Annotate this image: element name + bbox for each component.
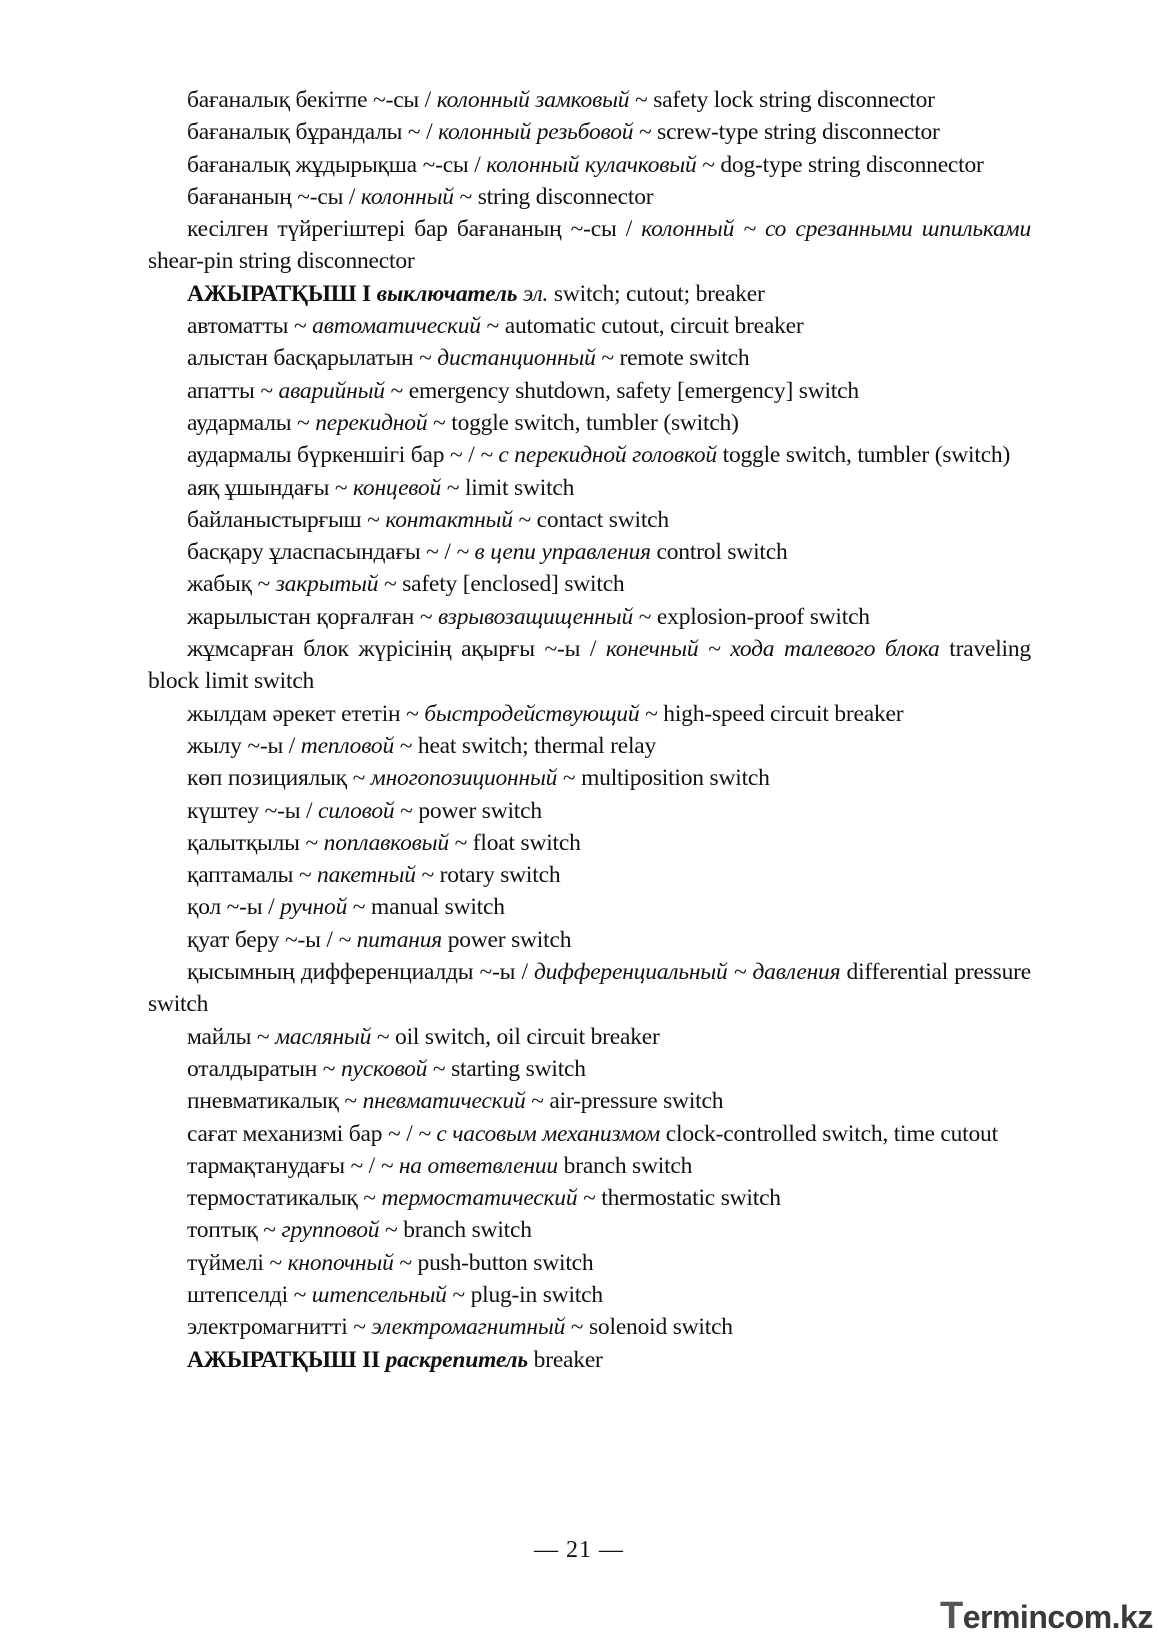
dictionary-entries: [148, 84, 1031, 1376]
russian-term: автоматический: [312, 313, 481, 340]
english-term: ~ string disconnector: [453, 183, 654, 210]
english-term: control switch: [650, 539, 788, 566]
kazakh-term: кесілген түйрегіштері бар бағананың ~-сы /: [187, 216, 642, 243]
kazakh-term: қол ~-ы /: [187, 894, 281, 921]
kazakh-term: байланыстырғыш ~: [187, 506, 386, 533]
kazakh-term: топтық ~: [187, 1217, 282, 1244]
russian-term: конечный ~ хода талевого блока: [605, 636, 940, 663]
russian-term: колонный резьбовой: [438, 119, 634, 146]
dictionary-entry: [148, 116, 1031, 148]
dictionary-entry: [148, 536, 1031, 568]
dictionary-entry: [148, 1214, 1031, 1246]
dictionary-entry: [148, 342, 1031, 374]
dictionary-entry: [148, 1182, 1031, 1214]
russian-term: электромагнитный: [371, 1314, 566, 1341]
kazakh-term: қалытқылы ~: [187, 829, 324, 856]
english-term: ~ heat switch; thermal relay: [394, 732, 657, 759]
kazakh-term: бағаналық жұдырықша ~-сы /: [187, 151, 487, 178]
english-term: ~ safety [enclosed] switch: [378, 571, 625, 598]
english-term: traveling block limit switch: [148, 636, 1031, 695]
english-term: ~ float switch: [448, 829, 581, 856]
kazakh-term: АЖЫРАТҚЫШ I: [187, 280, 377, 307]
dictionary-entry: [148, 1279, 1031, 1311]
kazakh-term: жылдам әрекет ететін ~: [187, 700, 425, 727]
english-term: ~ air-pressure switch: [525, 1088, 724, 1115]
kazakh-term: алыстан басқарылатын ~: [187, 345, 438, 372]
kazakh-term: аудармалы бүркеншігі бар ~ /: [187, 442, 481, 469]
russian-term: быстродействующий: [424, 700, 640, 727]
kazakh-term: жабық ~: [187, 571, 276, 598]
english-term: ~ high-speed circuit breaker: [639, 700, 904, 727]
russian-term: кнопочный: [287, 1249, 394, 1276]
english-term: branch switch: [557, 1152, 693, 1179]
russian-term: колонный: [360, 183, 454, 210]
dictionary-entry: [148, 375, 1031, 407]
russian-term: раскрепитель: [385, 1346, 528, 1373]
russian-term: силовой: [318, 797, 395, 824]
russian-term: закрытый: [275, 571, 379, 598]
english-term: differential pressure switch: [148, 959, 1031, 1018]
dictionary-entry: [148, 633, 1031, 698]
kazakh-term: аяқ ұшындағы ~: [187, 474, 354, 501]
english-term: breaker: [527, 1346, 603, 1373]
kazakh-term: электромагнитті ~: [187, 1314, 372, 1341]
english-term: ~ plug-in switch: [446, 1281, 603, 1308]
kazakh-term: күштеу ~-ы /: [187, 797, 319, 824]
termincom-logo-watermark: [940, 1595, 1153, 1637]
kazakh-term: автоматты ~: [187, 313, 313, 340]
russian-term: контактный: [385, 506, 513, 533]
dictionary-entry: [148, 310, 1031, 342]
dictionary-entry: [148, 924, 1031, 956]
dictionary-entry: [148, 698, 1031, 730]
kazakh-term: түймелі ~: [187, 1249, 288, 1276]
kazakh-term: жарылыстан қорғалған ~: [187, 603, 439, 630]
kazakh-term: тармақтанудағы ~ /: [187, 1152, 381, 1179]
russian-term: колонный ~ со срезанными шпильками: [641, 216, 1031, 243]
kazakh-term: қысымның дифференциалды ~-ы /: [187, 959, 534, 986]
kazakh-term: жұмсарған блок жүрісінің ақырғы ~-ы /: [187, 636, 606, 663]
english-term: ~ push-button switch: [393, 1249, 594, 1276]
kazakh-term: бағаналық бекітпе ~-сы /: [187, 87, 437, 113]
dictionary-entry: [148, 1118, 1031, 1150]
russian-term: ~ с перекидной головкой: [480, 442, 717, 469]
dictionary-entry: [148, 827, 1031, 859]
dictionary-entry: [148, 891, 1031, 923]
russian-term: дифференциальный ~ давления: [533, 959, 841, 986]
dictionary-entry: [148, 956, 1031, 1021]
english-term: ~ power switch: [394, 797, 542, 824]
english-term: shear-pin string disconnector: [148, 248, 415, 275]
kazakh-term: майлы ~: [187, 1023, 276, 1050]
english-term: ~ oil switch, oil circuit breaker: [371, 1023, 660, 1050]
field-abbreviation: эл.: [517, 280, 549, 307]
english-term: clock-controlled switch, time cutout: [660, 1120, 998, 1147]
kazakh-term: бағананың ~-сы /: [187, 183, 361, 210]
english-term: ~ manual switch: [347, 894, 505, 921]
kazakh-term: пневматикалық ~: [187, 1088, 363, 1115]
kazakh-term: сағат механизмі бар ~ /: [187, 1120, 419, 1147]
english-term: ~ contact switch: [512, 506, 669, 533]
russian-term: групповой: [281, 1217, 380, 1244]
english-term: ~ screw-type string disconnector: [633, 119, 940, 146]
kazakh-term: қуат беру ~-ы /: [187, 926, 339, 953]
russian-term: пусковой: [340, 1055, 428, 1082]
kazakh-term: аудармалы ~: [187, 409, 316, 436]
dictionary-entry: [148, 149, 1031, 181]
english-term: ~ starting switch: [427, 1055, 586, 1082]
kazakh-term: штепселді ~: [187, 1281, 312, 1308]
kazakh-term: термостатикалық ~: [187, 1185, 382, 1212]
kazakh-term: қаптамалы ~: [187, 862, 318, 889]
russian-term: дистанционный: [437, 345, 596, 372]
english-term: ~ automatic cutout, circuit breaker: [480, 313, 804, 340]
dictionary-entry: [148, 181, 1031, 213]
russian-term: выключатель: [376, 280, 518, 307]
dictionary-entry: [148, 1053, 1031, 1085]
watermark-text: ermincom.kz: [962, 1599, 1153, 1635]
dictionary-entry: [148, 730, 1031, 762]
english-term: power switch: [442, 926, 572, 953]
dictionary-entry: [148, 213, 1031, 278]
dictionary-entry: [148, 439, 1031, 471]
dictionary-entry: [148, 1085, 1031, 1117]
kazakh-term: АЖЫРАТҚЫШ II: [187, 1346, 386, 1373]
russian-term: штепсельный: [311, 1281, 447, 1308]
kazakh-term: басқару ұласпасындағы ~ /: [187, 539, 457, 566]
watermark-initial: T: [940, 1595, 963, 1637]
kazakh-term: оталдыратын ~: [187, 1055, 341, 1082]
dictionary-entry: [148, 795, 1031, 827]
dictionary-entry: [148, 1247, 1031, 1279]
russian-term: пневматический: [362, 1088, 526, 1115]
dictionary-entry: [148, 568, 1031, 600]
kazakh-term: жылу ~-ы /: [187, 732, 301, 759]
russian-term: взрывозащищенный: [438, 603, 634, 630]
dictionary-entry: [148, 601, 1031, 633]
english-term: ~ thermostatic switch: [577, 1185, 781, 1212]
english-term: switch; cutout; breaker: [548, 280, 765, 307]
russian-term: ручной: [280, 894, 348, 921]
kazakh-term: апатты ~: [187, 377, 279, 404]
dictionary-entry: [148, 504, 1031, 536]
headword-entry: [148, 278, 1031, 310]
dictionary-entry: [148, 407, 1031, 439]
kazakh-term: көп позициялық ~: [187, 765, 371, 792]
english-term: ~ toggle switch, tumbler (switch): [427, 409, 739, 436]
dictionary-entry: [148, 84, 1031, 116]
dictionary-entry: [148, 1021, 1031, 1053]
kazakh-term: бағаналық бұрандалы ~ /: [187, 119, 439, 146]
russian-term: ~ питания: [338, 926, 443, 953]
dictionary-entry: [148, 1311, 1031, 1343]
russian-term: тепловой: [300, 732, 395, 759]
russian-term: колонный кулачковый: [486, 151, 697, 178]
english-term: ~ dog-type string disconnector: [696, 151, 984, 178]
english-term: ~ limit switch: [441, 474, 575, 501]
dictionary-entry: [148, 859, 1031, 891]
english-term: ~ explosion-proof switch: [633, 603, 870, 630]
russian-term: колонный замковый: [436, 87, 630, 113]
russian-term: пакетный: [317, 862, 416, 889]
dictionary-entry: [148, 1150, 1031, 1182]
russian-term: ~ в цепи управления: [456, 539, 651, 566]
english-term: ~ branch switch: [379, 1217, 532, 1244]
english-term: ~ rotary switch: [415, 862, 561, 889]
headword-entry: [148, 1344, 1031, 1376]
english-term: toggle switch, tumbler (switch): [716, 442, 1011, 469]
russian-term: поплавковый: [323, 829, 449, 856]
russian-term: перекидной: [315, 409, 428, 436]
english-term: ~ multiposition switch: [557, 765, 770, 792]
page-number: — 21 —: [534, 1537, 624, 1563]
russian-term: концевой: [353, 474, 442, 501]
english-term: ~ safety lock string disconnector: [629, 87, 935, 113]
english-term: ~ solenoid switch: [565, 1314, 733, 1341]
russian-term: ~ с часовым механизмом: [418, 1120, 661, 1147]
russian-term: ~ на ответвлении: [380, 1152, 558, 1179]
russian-term: масляный: [275, 1023, 372, 1050]
dictionary-entry: [148, 472, 1031, 504]
dictionary-entry: [148, 762, 1031, 794]
english-term: ~ emergency shutdown, safety [emergency] switch: [384, 377, 859, 404]
english-term: ~ remote switch: [595, 345, 750, 372]
russian-term: аварийный: [278, 377, 385, 404]
russian-term: многопозиционный: [370, 765, 558, 792]
russian-term: термостатический: [381, 1185, 578, 1212]
